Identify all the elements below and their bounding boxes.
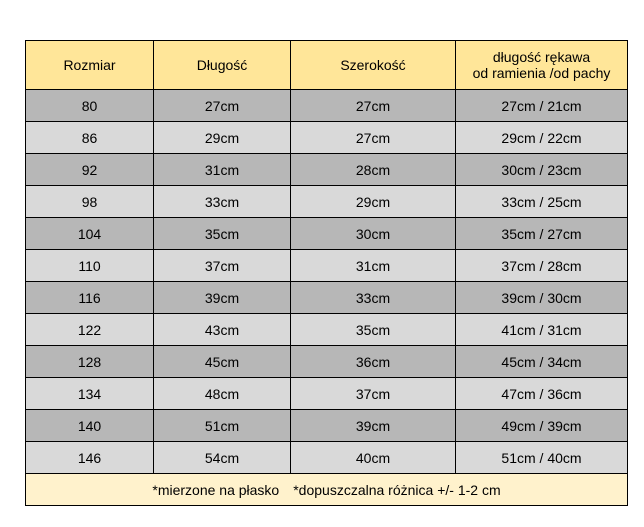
- cell-width: 27cm: [291, 122, 456, 154]
- cell-sleeve: 49cm / 39cm: [456, 410, 628, 442]
- size-chart-table: [25, 40, 628, 506]
- cell-size: 92: [26, 154, 154, 186]
- cell-length: 27cm: [154, 90, 291, 122]
- cell-length: 43cm: [154, 314, 291, 346]
- footer-row: [26, 474, 628, 506]
- header-width: [291, 41, 456, 90]
- cell-size: 128: [26, 346, 154, 378]
- cell-sleeve: 37cm / 28cm: [456, 250, 628, 282]
- table-row: [26, 250, 628, 282]
- table-row: [26, 154, 628, 186]
- cell-width: 39cm: [291, 410, 456, 442]
- cell-sleeve: 27cm / 21cm: [456, 90, 628, 122]
- cell-length: 31cm: [154, 154, 291, 186]
- cell-size: 116: [26, 282, 154, 314]
- cell-sleeve: 33cm / 25cm: [456, 186, 628, 218]
- cell-size: 122: [26, 314, 154, 346]
- cell-sleeve: 47cm / 36cm: [456, 378, 628, 410]
- header-row: [26, 41, 628, 90]
- table-row: [26, 90, 628, 122]
- cell-sleeve: 45cm / 34cm: [456, 346, 628, 378]
- table-row: [26, 218, 628, 250]
- cell-sleeve: 30cm / 23cm: [456, 154, 628, 186]
- cell-length: 39cm: [154, 282, 291, 314]
- cell-width: 28cm: [291, 154, 456, 186]
- cell-size: 98: [26, 186, 154, 218]
- table-row: [26, 314, 628, 346]
- cell-sleeve: 35cm / 27cm: [456, 218, 628, 250]
- table-row: [26, 378, 628, 410]
- cell-width: 36cm: [291, 346, 456, 378]
- cell-length: 35cm: [154, 218, 291, 250]
- cell-width: 33cm: [291, 282, 456, 314]
- cell-width: 35cm: [291, 314, 456, 346]
- cell-sleeve: 41cm / 31cm: [456, 314, 628, 346]
- cell-size: 86: [26, 122, 154, 154]
- cell-length: 33cm: [154, 186, 291, 218]
- cell-length: 54cm: [154, 442, 291, 474]
- table-row: [26, 442, 628, 474]
- note-tolerance: *dopuszczalna różnica +/- 1-2 cm: [293, 481, 501, 498]
- cell-size: 140: [26, 410, 154, 442]
- cell-length: 29cm: [154, 122, 291, 154]
- header-width-label: Szerokość: [340, 57, 406, 73]
- cell-length: 48cm: [154, 378, 291, 410]
- cell-size: 134: [26, 378, 154, 410]
- header-sleeve-label-line-2: od ramienia /od pachy: [472, 65, 611, 81]
- footer-notes: [26, 474, 628, 506]
- cell-sleeve: 39cm / 30cm: [456, 282, 628, 314]
- header-size: [26, 41, 154, 90]
- cell-width: 30cm: [291, 218, 456, 250]
- cell-width: 29cm: [291, 186, 456, 218]
- cell-sleeve: 29cm / 22cm: [456, 122, 628, 154]
- header-sleeve-label-line-1: długość rękawa: [492, 49, 591, 65]
- table-row: [26, 346, 628, 378]
- header-length-label: Długość: [196, 57, 248, 73]
- cell-width: 37cm: [291, 378, 456, 410]
- note-flat-measurement: *mierzone na płasko: [152, 481, 280, 498]
- header-length: [154, 41, 291, 90]
- cell-width: 40cm: [291, 442, 456, 474]
- cell-length: 37cm: [154, 250, 291, 282]
- cell-width: 27cm: [291, 90, 456, 122]
- table-row: [26, 282, 628, 314]
- cell-size: 110: [26, 250, 154, 282]
- table-row: [26, 186, 628, 218]
- table-row: [26, 410, 628, 442]
- header-sleeve-length: [456, 41, 628, 90]
- cell-length: 51cm: [154, 410, 291, 442]
- table-row: [26, 122, 628, 154]
- cell-length: 45cm: [154, 346, 291, 378]
- cell-width: 31cm: [291, 250, 456, 282]
- cell-size: 80: [26, 90, 154, 122]
- cell-size: 146: [26, 442, 154, 474]
- cell-sleeve: 51cm / 40cm: [456, 442, 628, 474]
- cell-size: 104: [26, 218, 154, 250]
- header-size-label: Rozmiar: [63, 57, 116, 73]
